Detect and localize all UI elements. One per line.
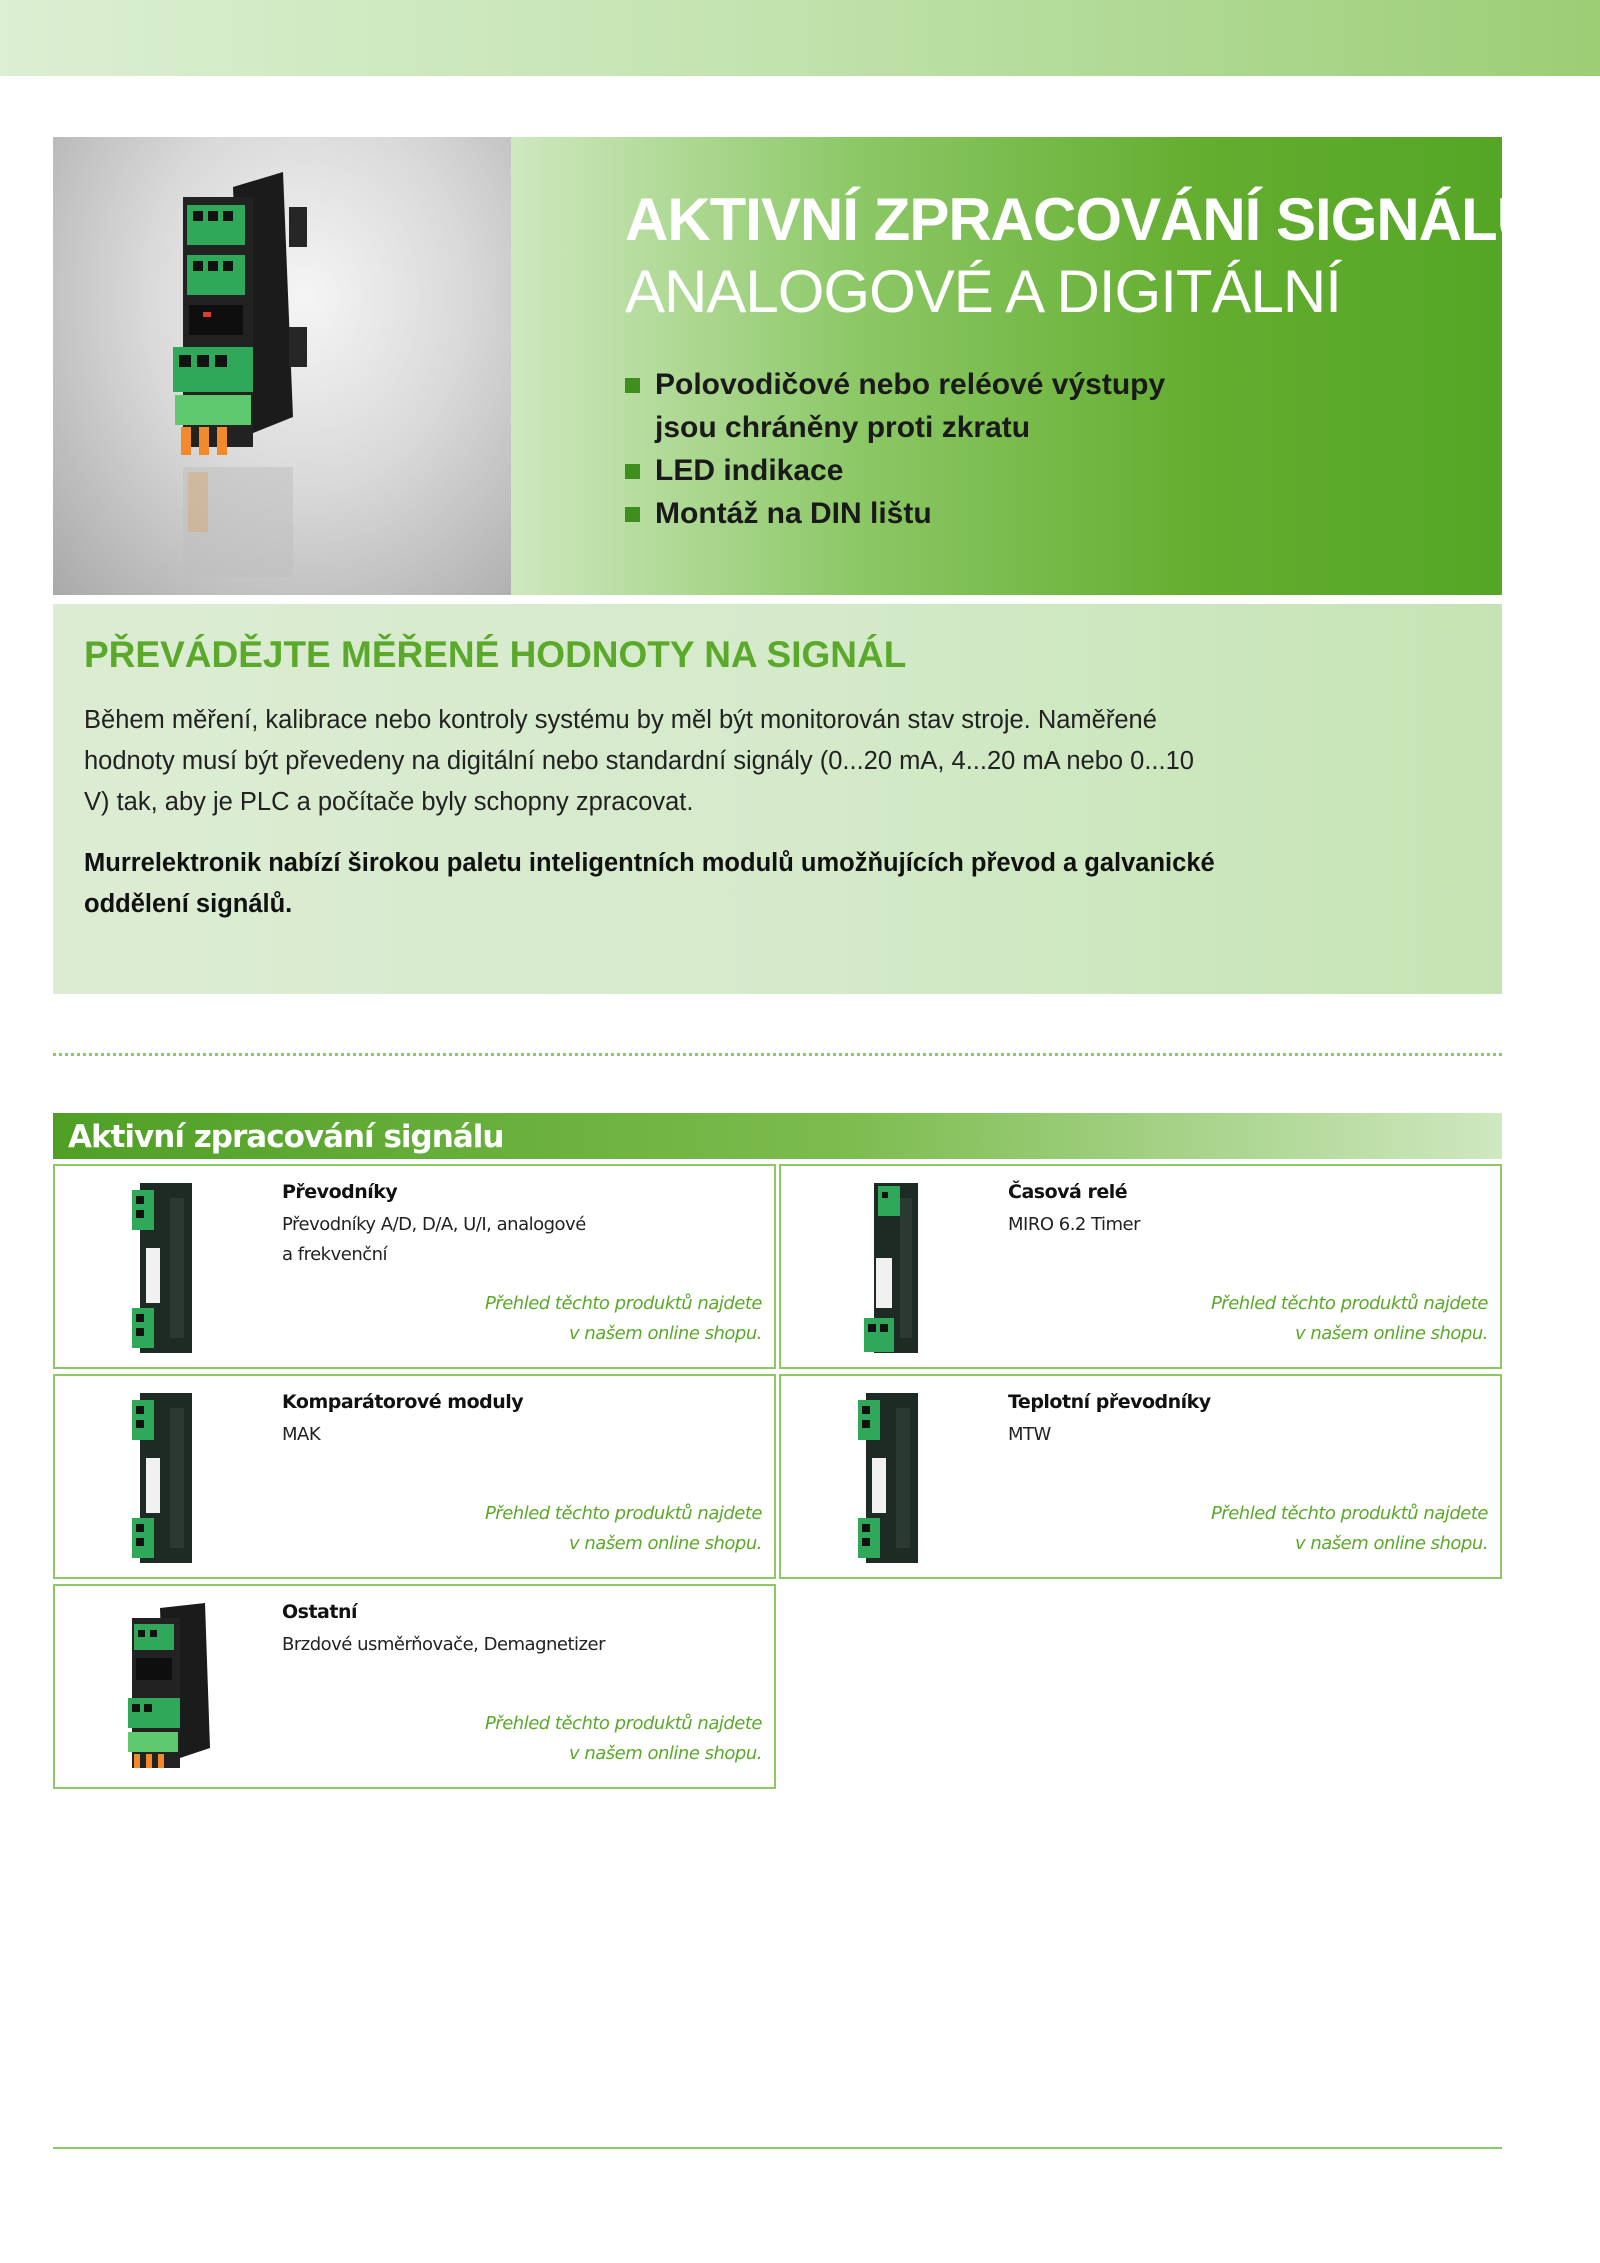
feature-text: jsou chráněny proti zkratu [655, 411, 1031, 444]
link-line: Přehled těchto produktů najdete [1210, 1293, 1488, 1314]
comparator-module-icon [110, 1388, 220, 1568]
feature-item [625, 449, 1165, 492]
product-title: Komparátorové moduly [282, 1391, 524, 1413]
online-shop-link[interactable] [485, 1289, 762, 1349]
converter-module-icon [110, 1178, 220, 1358]
product-title: Převodníky [282, 1181, 398, 1203]
temperature-converter-module-icon [836, 1388, 946, 1568]
description-line: Převodníky A/D, D/A, U/I, analogové [282, 1214, 586, 1235]
link-line: Přehled těchto produktů najdete [484, 1503, 762, 1524]
top-decorative-band [0, 0, 1600, 76]
product-card-casova-rele[interactable] [779, 1164, 1502, 1369]
link-line: Přehled těchto produktů najdete [1210, 1503, 1488, 1524]
product-description [1008, 1420, 1338, 1450]
product-title: Teplotní převodníky [1008, 1391, 1211, 1413]
description-line: MAK [282, 1424, 321, 1445]
description-line: a frekvenční [282, 1244, 388, 1265]
intro-box [53, 604, 1502, 994]
intro-paragraph: Během měření, kalibrace nebo kontroly systému by měl být monitorován stav stroje. Naměřené hodnoty musí být převedeny na digitální nebo standardní signály (0...20 mA, 4...20 mA nebo 0...10 V) tak, aby je PLC a počítače byly schopny zpracovat. [84, 706, 1194, 816]
link-line: v našem online shopu. [568, 1323, 762, 1344]
link-line: v našem online shopu. [568, 1533, 762, 1554]
product-title: Ostatní [282, 1601, 357, 1623]
hero-feature-list [625, 363, 1165, 535]
product-description [1008, 1210, 1338, 1240]
link-line: v našem online shopu. [1294, 1323, 1488, 1344]
product-card-ostatni[interactable] [53, 1584, 776, 1789]
product-title: Časová relé [1008, 1181, 1128, 1203]
description-line: Brzdové usměrňovače, Demagnetizer [282, 1634, 605, 1655]
hero-product-photo [53, 137, 511, 595]
square-bullet-icon [625, 507, 640, 522]
timer-relay-module-icon [836, 1178, 946, 1358]
product-description [282, 1420, 612, 1450]
online-shop-link[interactable] [485, 1709, 762, 1769]
product-card-teplotni-prevodniky[interactable] [779, 1374, 1502, 1579]
product-card-prevodniky[interactable] [53, 1164, 776, 1369]
product-description [282, 1210, 612, 1270]
link-line: Přehled těchto produktů najdete [484, 1713, 762, 1734]
hero-banner [53, 137, 1540, 595]
intro-heading: PŘEVÁDĚJTE MĚŘENÉ HODNOTY NA SIGNÁL [84, 634, 907, 675]
hero-subtitle: ANALOGOVÉ A DIGITÁLNÍ [625, 258, 1341, 325]
feature-text: Polovodičové nebo reléové výstupy [655, 368, 1166, 401]
feature-item [625, 363, 1165, 449]
hero-title: AKTIVNÍ ZPRACOVÁNÍ SIGNÁLU [625, 186, 1540, 253]
product-description [282, 1630, 612, 1660]
square-bullet-icon [625, 378, 640, 393]
intro-highlight: Murrelektronik nabízí širokou paletu inteligentních modulů umožňujících převod a galvanické oddělení signálů. [84, 849, 1215, 918]
link-line: v našem online shopu. [568, 1743, 762, 1764]
product-card-komparatorove-moduly[interactable] [53, 1374, 776, 1579]
square-bullet-icon [625, 464, 640, 479]
hero-text-panel [511, 137, 1540, 595]
other-module-icon [110, 1598, 220, 1778]
online-shop-link[interactable] [1211, 1499, 1488, 1559]
link-line: Přehled těchto produktů najdete [484, 1293, 762, 1314]
link-line: v našem online shopu. [1294, 1533, 1488, 1554]
feature-item [625, 492, 1165, 535]
online-shop-link[interactable] [485, 1499, 762, 1559]
section-header-bar [53, 1113, 1502, 1159]
description-line: MIRO 6.2 Timer [1008, 1214, 1141, 1235]
dotted-divider [53, 1053, 1502, 1056]
section-title: Aktivní zpracování signálu [68, 1119, 504, 1155]
footer-divider [53, 2147, 1502, 2149]
feature-text: LED indikace [655, 454, 844, 487]
feature-text: Montáž na DIN lištu [655, 497, 932, 530]
signal-module-image [53, 137, 511, 595]
online-shop-link[interactable] [1211, 1289, 1488, 1349]
description-line: MTW [1008, 1424, 1051, 1445]
